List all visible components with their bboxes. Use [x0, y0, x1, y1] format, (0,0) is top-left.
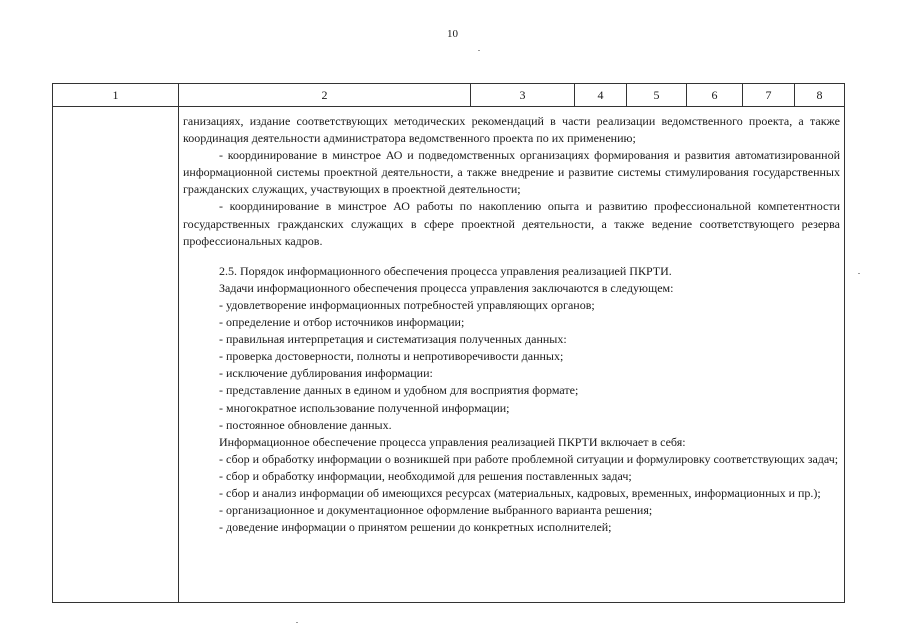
scan-speck	[296, 622, 298, 623]
table-header-row	[53, 84, 845, 107]
column-header-8: 8	[795, 84, 845, 107]
paragraph: - представление данных в едином и удобном для восприятия формате;	[219, 383, 579, 398]
column-header-5: 5	[627, 84, 687, 107]
column-header-3: 3	[471, 84, 575, 107]
paragraph: - удовлетворение информационных потребностей управляющих органов;	[219, 297, 595, 312]
column-header-4: 4	[575, 84, 627, 107]
document-table	[52, 83, 845, 603]
paragraph: - сбор и обработку информации о возникшей при работе проблемной ситуации и формулировку соответствующих задач;	[219, 451, 839, 466]
paragraph: Задачи информационного обеспечения процесса управления заключаются в следующем:	[219, 280, 674, 295]
paragraph: - проверка достоверности, полноты и непротиворечивости данных;	[219, 349, 564, 364]
paragraph: - правильная интерпретация и систематизация полученных данных:	[219, 332, 567, 347]
column-header-1: 1	[53, 84, 179, 107]
page-number: 10	[447, 28, 458, 40]
table-row	[53, 107, 845, 603]
paragraph: ганизациях, издание соответствующих методических рекомендаций в части реализации ведомственного проекта, а также координация деятельности администратора ведомственного проекта по их применению;	[183, 114, 840, 146]
paragraph: - сбор и обработку информации, необходимой для решения поставленных задач;	[219, 468, 632, 483]
empty-first-column-cell	[53, 107, 179, 603]
paragraph: - организационное и документационное оформление выбранного варианта решения;	[219, 503, 653, 518]
paragraph: - исключение дублирования информации:	[219, 366, 433, 381]
paragraph: 2.5. Порядок информационного обеспечения процесса управления реализацией ПКРТИ.	[219, 263, 672, 278]
content-text-block	[183, 113, 840, 536]
column-header-6: 6	[687, 84, 743, 107]
paragraph: - координирование в минстрое АО и подведомственных организациях формирования и развития автоматизированной информационной системы проектной деятельности, а также внедрение и развитие системы стимулирования государственных гражданских служащих, участвующих в проектной деятельности;	[183, 148, 840, 197]
paragraph: - определение и отбор источников информации;	[219, 315, 465, 330]
column-header-7: 7	[743, 84, 795, 107]
paragraph: - постоянное обновление данных.	[219, 417, 392, 432]
paragraph-spacer	[183, 250, 840, 263]
paragraph: - координирование в минстрое АО работы по накоплению опыта и развитию профессиональной компетентности государственных гражданских служащих в сфере проектной деятельности, а также ведение соответствующего резерва профессиональных кадров.	[183, 199, 840, 248]
paragraph: - многократное использование полученной информации;	[219, 400, 510, 415]
paragraph: - доведение информации о принятом решении до конкретных исполнителей;	[219, 520, 612, 535]
column-header-2: 2	[179, 84, 471, 107]
paragraph: - сбор и анализ информации об имеющихся ресурсах (материальных, кадровых, временных, информационных и пр.);	[219, 485, 821, 500]
content-cell	[179, 107, 845, 603]
scan-speck	[478, 50, 480, 51]
scan-speck	[858, 273, 860, 274]
paragraph: Информационное обеспечение процесса управления реализацией ПКРТИ включает в себя:	[219, 434, 686, 449]
